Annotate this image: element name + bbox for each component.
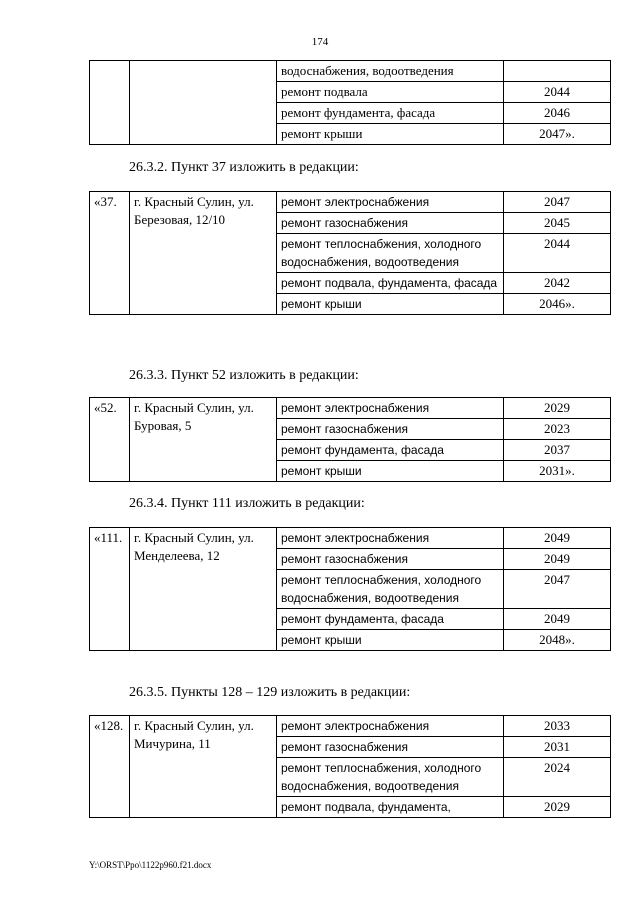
table-item-52 bbox=[89, 397, 611, 482]
work-cell: ремонт электроснабжения bbox=[277, 398, 504, 419]
work-cell: ремонт теплоснабжения, холодного водоснабжения, водоотведения bbox=[277, 758, 504, 797]
file-path-footer: Y:\ORST\Ppo\1122p960.f21.docx bbox=[89, 860, 212, 870]
table-item-111 bbox=[89, 527, 611, 651]
address-cell: г. Красный Сулин, ул. Березовая, 12/10 bbox=[130, 192, 277, 315]
address-cell: г. Красный Сулин, ул. Буровая, 5 bbox=[130, 398, 277, 482]
work-cell: ремонт фундамента, фасада bbox=[277, 103, 504, 124]
year-cell: 2049 bbox=[504, 609, 611, 630]
work-cell: ремонт подвала bbox=[277, 82, 504, 103]
work-cell: водоснабжения, водоотведения bbox=[277, 61, 504, 82]
work-cell: ремонт крыши bbox=[277, 294, 504, 315]
table-row bbox=[90, 61, 611, 82]
year-cell: 2045 bbox=[504, 213, 611, 234]
section-heading: 26.3.4. Пункт 111 изложить в редакции: bbox=[129, 496, 365, 511]
page-number: 174 bbox=[311, 36, 329, 48]
year-cell: 2046 bbox=[504, 103, 611, 124]
work-cell: ремонт крыши bbox=[277, 630, 504, 651]
work-cell: ремонт газоснабжения bbox=[277, 213, 504, 234]
year-cell: 2033 bbox=[504, 716, 611, 737]
year-cell: 2048». bbox=[504, 630, 611, 651]
work-cell: ремонт подвала, фундамента, bbox=[277, 797, 504, 818]
year-cell: 2044 bbox=[504, 234, 611, 273]
year-cell: 2044 bbox=[504, 82, 611, 103]
year-cell bbox=[504, 61, 611, 82]
work-cell: ремонт электроснабжения bbox=[277, 716, 504, 737]
work-cell: ремонт газоснабжения bbox=[277, 737, 504, 758]
work-cell: ремонт крыши bbox=[277, 124, 504, 145]
section-heading: 26.3.2. Пункт 37 изложить в редакции: bbox=[129, 160, 359, 175]
year-cell: 2031». bbox=[504, 461, 611, 482]
year-cell: 2047 bbox=[504, 192, 611, 213]
address-cell bbox=[130, 61, 277, 145]
table-continuation bbox=[89, 60, 611, 145]
address-cell: г. Красный Сулин, ул. Менделеева, 12 bbox=[130, 528, 277, 651]
section-heading: 26.3.3. Пункт 52 изложить в редакции: bbox=[129, 368, 359, 383]
num-cell: «111. bbox=[90, 528, 130, 651]
num-cell: «37. bbox=[90, 192, 130, 315]
num-cell: «128. bbox=[90, 716, 130, 818]
table-item-128 bbox=[89, 715, 611, 818]
work-cell: ремонт подвала, фундамента, фасада bbox=[277, 273, 504, 294]
work-cell: ремонт фундамента, фасада bbox=[277, 609, 504, 630]
address-cell: г. Красный Сулин, ул. Мичурина, 11 bbox=[130, 716, 277, 818]
work-cell: ремонт крыши bbox=[277, 461, 504, 482]
year-cell: 2047 bbox=[504, 570, 611, 609]
year-cell: 2023 bbox=[504, 419, 611, 440]
table-item-37 bbox=[89, 191, 611, 315]
work-cell: ремонт электроснабжения bbox=[277, 528, 504, 549]
work-cell: ремонт газоснабжения bbox=[277, 549, 504, 570]
work-cell: ремонт теплоснабжения, холодного водоснабжения, водоотведения bbox=[277, 570, 504, 609]
work-cell: ремонт электроснабжения bbox=[277, 192, 504, 213]
work-cell: ремонт фундамента, фасада bbox=[277, 440, 504, 461]
year-cell: 2031 bbox=[504, 737, 611, 758]
year-cell: 2029 bbox=[504, 398, 611, 419]
table-row bbox=[90, 716, 611, 737]
year-cell: 2037 bbox=[504, 440, 611, 461]
table-row bbox=[90, 398, 611, 419]
num-cell bbox=[90, 61, 130, 145]
section-heading: 26.3.5. Пункты 128 – 129 изложить в редакции: bbox=[129, 685, 411, 700]
table-row bbox=[90, 528, 611, 549]
year-cell: 2024 bbox=[504, 758, 611, 797]
year-cell: 2049 bbox=[504, 528, 611, 549]
table-row bbox=[90, 192, 611, 213]
year-cell: 2049 bbox=[504, 549, 611, 570]
year-cell: 2047». bbox=[504, 124, 611, 145]
work-cell: ремонт теплоснабжения, холодного водоснабжения, водоотведения bbox=[277, 234, 504, 273]
year-cell: 2042 bbox=[504, 273, 611, 294]
work-cell: ремонт газоснабжения bbox=[277, 419, 504, 440]
year-cell: 2046». bbox=[504, 294, 611, 315]
year-cell: 2029 bbox=[504, 797, 611, 818]
num-cell: «52. bbox=[90, 398, 130, 482]
